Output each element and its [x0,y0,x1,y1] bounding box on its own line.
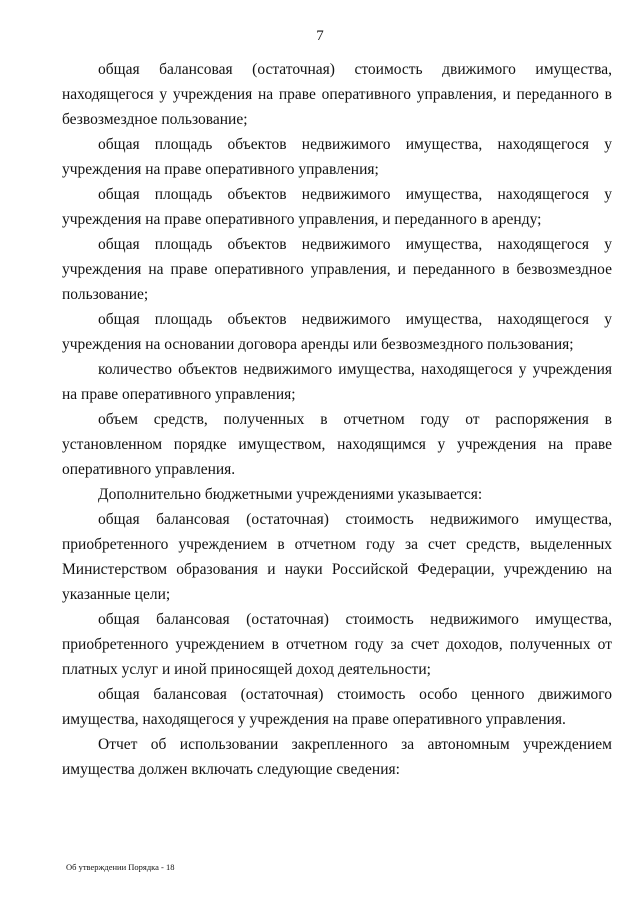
paragraph: общая площадь объектов недвижимого имущества, находящегося у учреждения на праве оперативного управления, и переданного в безвозмездное пользование; [62,236,612,303]
paragraph: общая балансовая (остаточная) стоимость особо ценного движимого имущества, находящегося у учреждения на праве оперативного управления. [62,686,612,728]
paragraph: общая площадь объектов недвижимого имущества, находящегося у учреждения на основании договора аренды или безвозмездного пользования; [62,311,612,353]
paragraph: объем средств, полученных в отчетном году от распоряжения в установленном порядке имуществом, находящимся у учреждения на праве оперативного управления. [62,411,612,478]
paragraph: количество объектов недвижимого имущества, находящегося у учреждения на праве оперативного управления; [62,361,612,403]
document-body [62,57,612,782]
paragraph: общая балансовая (остаточная) стоимость недвижимого имущества, приобретенного учреждением в отчетном году за счет средств, выделенных Министерством образования и науки Российской Федерации, учреждению на указанные цели; [62,511,612,603]
paragraph: Дополнительно бюджетными учреждениями указывается: [98,486,483,503]
paragraph: общая балансовая (остаточная) стоимость недвижимого имущества, приобретенного учреждением в отчетном году за счет доходов, полученных от платных услуг и иной приносящей доход деятельности; [62,611,612,678]
document-footer: Об утверждении Порядка - 18 [66,862,175,872]
paragraph: общая площадь объектов недвижимого имущества, находящегося у учреждения на праве оперативного управления; [62,136,612,178]
paragraph: общая площадь объектов недвижимого имущества, находящегося у учреждения на праве оперативного управления, и переданного в аренду; [62,186,612,228]
paragraph: общая балансовая (остаточная) стоимость движимого имущества, находящегося у учреждения на праве оперативного управления, и переданного в безвозмездное пользование; [62,61,612,128]
page-number: 7 [316,28,324,44]
paragraph: Отчет об использовании закрепленного за автономным учреждением имущества должен включать следующие сведения: [62,736,612,778]
